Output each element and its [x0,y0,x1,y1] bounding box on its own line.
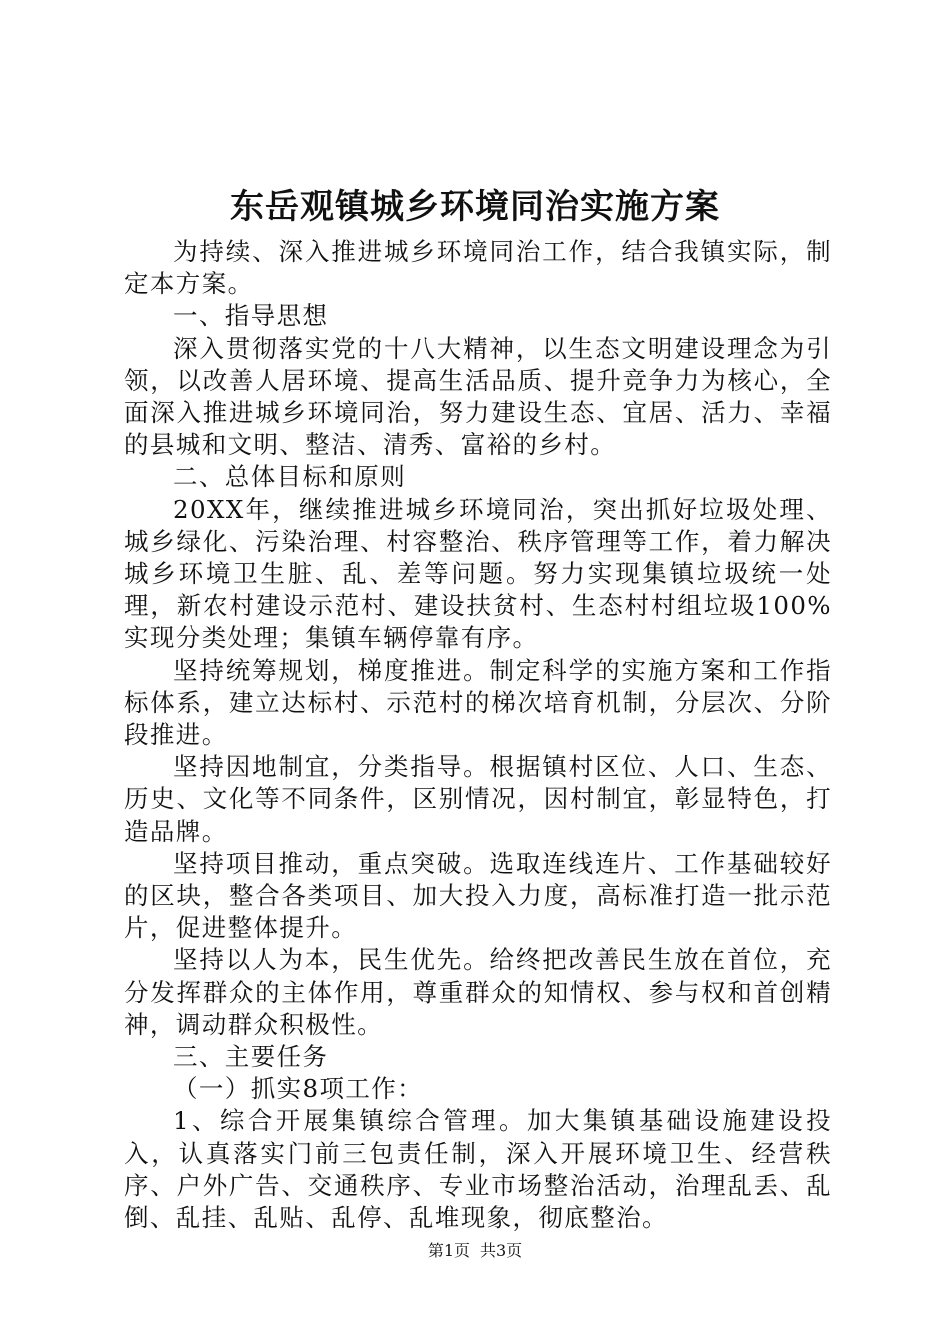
page-footer [0,1241,950,1261]
heading-guiding-ideology: 一、指导思想 [173,301,329,331]
paragraph-task-1: 1、综合开展集镇综合管理。加大集镇基础设施建设投入，认真落实门前三包责任制，深入开展环境卫生、经营秩序、户外广告、交通秩序、专业市场整治活动，治理乱丢、乱倒、乱挂、乱贴、乱停、乱堆现象，彻底整治。 [124,1106,832,1233]
heading-goals-principles: 二、总体目标和原则 [173,462,407,492]
paragraph-intro: 为持续、深入推进城乡环境同治工作，结合我镇实际，制定本方案。 [124,237,832,299]
subheading-eight-tasks: （一）抓实8项工作： [173,1074,424,1104]
paragraph-principle-local: 坚持因地制宜，分类指导。根据镇村区位、人口、生态、历史、文化等不同条件，区别情况，因村制宜，彰显特色，打造品牌。 [124,752,832,846]
paragraph-principle-people: 坚持以人为本，民生优先。给终把改善民生放在首位，充分发挥群众的主体作用，尊重群众的知情权、参与权和首创精神，调动群众积极性。 [124,945,832,1039]
paragraph-overall-goal: 20XX年，继续推进城乡环境同治，突出抓好垃圾处理、城乡绿化、污染治理、村容整治、秩序管理等工作，着力解决城乡环境卫生脏、乱、差等问题。努力实现集镇垃圾统一处理，新农村建设示范村、建设扶贫村、生态村村组垃圾100%实现分类处理；集镇车辆停靠有序。 [124,494,832,653]
paragraph-principle-projects: 坚持项目推动，重点突破。选取连线连片、工作基础较好的区块，整合各类项目、加大投入力度，高标准打造一批示范片，促进整体提升。 [124,848,832,943]
page-total: 共3页 [480,1241,523,1260]
paragraph-guiding-ideology: 深入贯彻落实党的十八大精神，以生态文明建设理念为引领，以改善人居环境、提高生活品质、提升竞争力为核心，全面深入推进城乡环境同治，努力建设生态、宜居、活力、幸福的县城和文明、整洁、清秀、富裕的乡村。 [124,333,832,460]
document-body [124,236,832,1234]
page-number: 第1页 [427,1241,470,1260]
document-title: 东岳观镇城乡环境同治实施方案 [230,187,720,227]
heading-main-tasks: 三、主要任务 [173,1042,329,1072]
paragraph-principle-planning: 坚持统筹规划，梯度推进。制定科学的实施方案和工作指标体系，建立达标村、示范村的梯次培育机制，分层次、分阶段推进。 [124,655,832,750]
